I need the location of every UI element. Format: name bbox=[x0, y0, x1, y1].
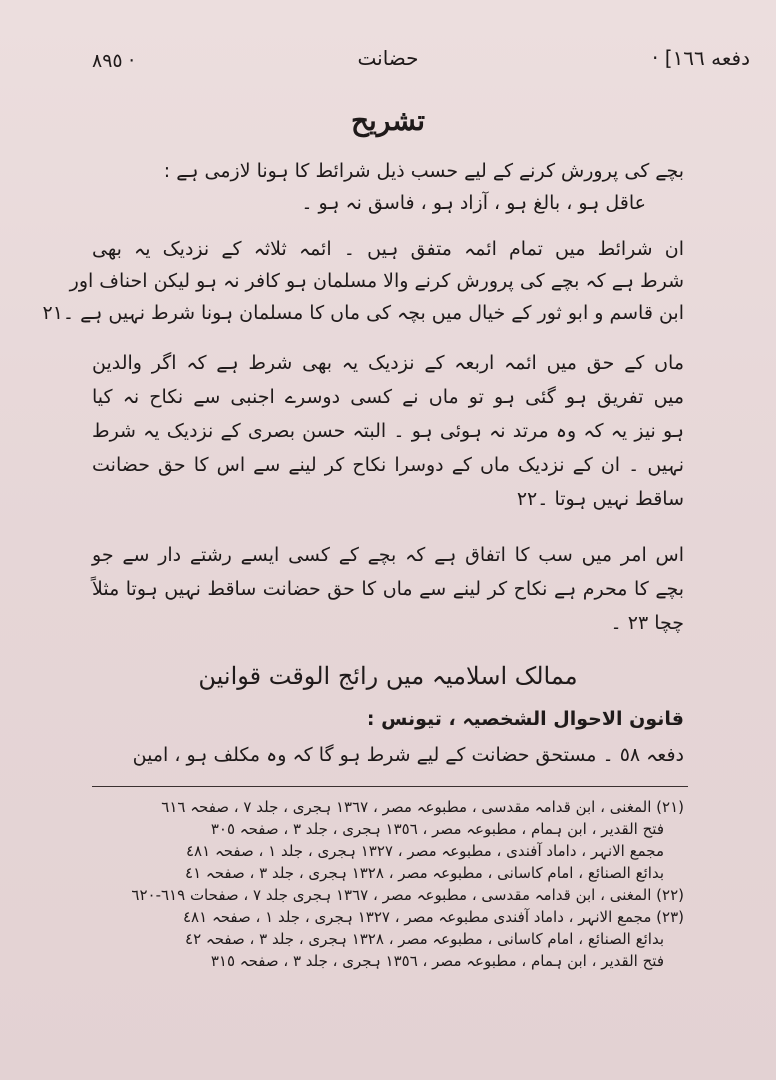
paragraph-4-line-3: ہو نیز یہ کہ وہ مرتد نہ ہوئی ہو ۔ البتہ حسن بصری کے نزدیک یہ شرط bbox=[92, 420, 684, 442]
paragraph-5-line-1: اس امر میں سب کا اتفاق ہے کہ بچے کے کسی ایسے رشتے دار سے جو bbox=[92, 544, 684, 566]
footnote-23-line-1: (٢٣) مجمع الانہر ، داماد آفندی مطبوعہ مصر ، ١٣٢٧ ہجری ، جلد ١ ، صفحہ ٤٨١ bbox=[183, 908, 684, 926]
paragraph-4-line-2: میں تفریق ہو گئی ہو تو ماں نے کسی دوسرے اجنبی سے نکاح نہ کیا bbox=[92, 386, 684, 408]
law-subtitle: قانون الاحوال الشخصیہ ، تیونس : bbox=[366, 708, 684, 730]
paragraph-3-line-2: شرط ہے کہ بچے کی پرورش کرنے والا مسلمان ہو کافر نہ ہو لیکن احناف اور bbox=[69, 270, 684, 292]
footnote-21-line-4: بدائع الصنائع ، امام کاسانی ، مطبوعہ مصر ، ١٣٢٨ ہجری ، جلد ٣ ، صفحہ ٤١ bbox=[185, 864, 664, 882]
paragraph-4-line-4: نہیں ۔ ان کے نزدیک ماں کے دوسرا نکاح کر لینے سے اس کا حق حضانت bbox=[92, 454, 684, 476]
paragraph-5-line-3: چچا ٢٣ ۔ bbox=[610, 612, 684, 634]
heading-tashreeh: تشریح bbox=[350, 104, 426, 137]
paragraph-4-line-1: ماں کے حق میں ائمہ اربعہ کے نزدیک یہ بھی شرط ہے کہ اگر والدین bbox=[92, 352, 684, 374]
footnote-divider bbox=[92, 786, 688, 787]
paragraph-5-line-2: بچے کا محرم ہے نکاح کر لینے سے ماں کا حق حضانت ساقط نہیں ہوتا مثلاً bbox=[92, 578, 684, 600]
paragraph-3-line-3: ابن قاسم و ابو ثور کے خیال میں بچہ کی ماں کا مسلمان ہونا شرط نہیں ہے ۔٢١ bbox=[42, 302, 684, 324]
footnote-21-line-2: فتح القدیر ، ابن ہمام ، مطبوعہ مصر ، ١٣٥٦ ہجری ، جلد ٣ ، صفحہ ٣٠٥ bbox=[210, 820, 664, 838]
paragraph-3-line-1: ان شرائط میں تمام ائمہ متفق ہیں ۔ ائمہ ثلاثہ کے نزدیک یہ بھی bbox=[92, 238, 684, 260]
page-number: ٨٩٥ · bbox=[92, 50, 135, 72]
section-reference: دفعه ١٦٦] · bbox=[652, 46, 750, 70]
paragraph-1: بچے کی پرورش کرنے کے لیے حسب ذیل شرائط کا ہونا لازمی ہے : bbox=[163, 160, 684, 182]
footnote-21-line-1: (٢١) المغنی ، ابن قدامہ مقدسی ، مطبوعہ مصر ، ١٣٦٧ ہجری ، جلد ٧ ، صفحہ ٦١٦ bbox=[161, 798, 684, 816]
footnote-21-line-3: مجمع الانہر ، داماد آفندی ، مطبوعہ مصر ، ١٣٢٧ ہجری ، جلد ١ ، صفحہ ٤٨١ bbox=[186, 842, 664, 860]
section-title: ممالک اسلامیہ میں رائج الوقت قوانین bbox=[198, 662, 578, 690]
footnote-22: (٢٢) المغنی ، ابن قدامہ مقدسی ، مطبوعہ مصر ، ١٣٦٧ ہجری جلد ٧ ، صفحات ٦١٩-٦٢٠ bbox=[131, 886, 684, 904]
law-clause-58: دفعہ ٥٨ ۔ مستحق حضانت کے لیے شرط ہو گا کہ وہ مکلف ہو ، امین bbox=[132, 744, 684, 766]
page-header bbox=[0, 40, 776, 80]
paragraph-2: عاقل ہو ، بالغ ہو ، آزاد ہو ، فاسق نہ ہو ۔ bbox=[301, 192, 646, 214]
paragraph-4-line-5: ساقط نہیں ہوتا ۔٢٢ bbox=[516, 488, 684, 510]
running-title: حضانت bbox=[357, 46, 419, 70]
footnote-23-line-2: بدائع الصنائع ، امام کاسانی ، مطبوعہ مصر ، ١٣٢٨ ہجری ، جلد ٣ ، صفحہ ٤٢ bbox=[185, 930, 664, 948]
footnote-23-line-3: فتح القدیر ، ابن ہمام ، مطبوعہ مصر ، ١٣٥٦ ہجری ، جلد ٣ ، صفحہ ٣١٥ bbox=[210, 952, 664, 970]
